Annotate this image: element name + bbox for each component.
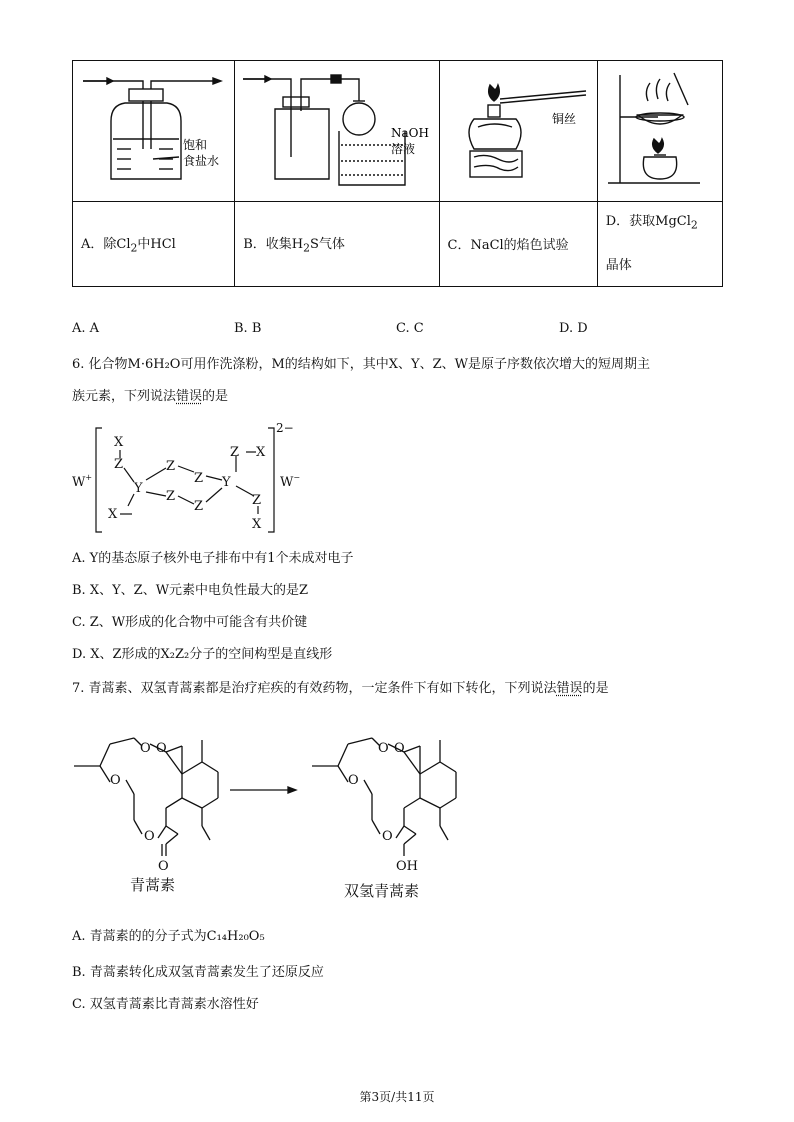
atom-x-4: X [108, 507, 118, 522]
apparatus-c-label: C．NaCl的焰色试验 [439, 202, 597, 287]
apparatus-b-label: B．收集$H_2S$气体 [235, 202, 439, 287]
label-naoh: NaOH [391, 126, 430, 140]
peroxide-o2: O [156, 741, 167, 756]
q7-option-b[interactable]: B. 青蒿素转化成双氢青蒿素发生了还原反应 [72, 965, 324, 980]
ion-charge: 2− [276, 421, 294, 435]
atom-z-3: Z [194, 471, 204, 486]
hydroxyl-group: OH [396, 859, 418, 874]
q5-option-b[interactable]: B. B [234, 321, 262, 336]
atom-z-1: Z [114, 457, 124, 472]
peroxide-o1: O [140, 741, 151, 756]
w-cation-left: W+ [72, 473, 93, 490]
label-brine: 食盐水 [183, 154, 220, 168]
q6-stem-line1: 6. 化合物M·6H₂O可用作洗涤粉，M的结构如下，其中X、Y、Z、W是原子序数依次增大的短周期主 [72, 357, 650, 372]
atom-x-1: X [114, 435, 124, 450]
atom-z-6: Z [230, 445, 240, 460]
q7-reaction-diagram [70, 716, 530, 916]
label-saturated: 饱和 [183, 138, 208, 152]
q6-option-d[interactable]: D. X、Z形成的X₂Z₂分子的空间构型是直线形 [72, 647, 333, 662]
atom-z-4: Z [166, 489, 176, 504]
q6-option-a[interactable]: A. Y的基态原子核外电子排布中有1个未成对电子 [72, 551, 354, 566]
atom-x-3: X [252, 517, 262, 532]
atom-x-2: X [256, 445, 266, 460]
dha-peroxide-o1: O [378, 741, 389, 756]
apparatus-d-label: D．获取MgCl$_2$ 晶体 [597, 202, 722, 287]
atom-y-2: Y [222, 475, 231, 490]
dha-ring-o1: O [382, 829, 393, 844]
q7-stem: 7. 青蒿素、双氢青蒿素都是治疗疟疾的有效药物，一定条件下有如下转化，下列说法错误的是 [72, 681, 609, 696]
q7-option-a[interactable]: A. 青蒿素的的分子式为C₁₄H₂₀O₅ [72, 929, 265, 944]
q6-option-b[interactable]: B. X、Y、Z、W元素中电负性最大的是Z [72, 583, 309, 598]
q5-option-a[interactable]: A. A [72, 321, 100, 336]
page-footer: 第3页/共11页 [359, 1090, 435, 1104]
atom-y-1: Y [134, 481, 143, 496]
artemisinin-name: 青蒿素 [130, 876, 176, 894]
label-solution: 溶液 [391, 142, 416, 156]
reaction-arrow [230, 787, 296, 793]
carbonyl-o: O [158, 859, 169, 874]
q5-option-d[interactable]: D. D [559, 321, 588, 336]
w-cation-right: W− [280, 473, 301, 490]
q6-option-c[interactable]: C. Z、W形成的化合物中可能含有共价键 [72, 615, 308, 630]
q5-option-c[interactable]: C. C [396, 321, 424, 336]
gas-collection-diagram [235, 61, 437, 197]
atom-z-7: Z [252, 493, 262, 508]
apparatus-c-cell [439, 61, 597, 202]
atom-z-5: Z [194, 499, 204, 514]
dha-ether-o1: O [348, 773, 359, 788]
dihydroartemisinin-name: 双氢青蒿素 [344, 882, 420, 900]
q7-option-c[interactable]: C. 双氢青蒿素比青蒿素水溶性好 [72, 997, 259, 1012]
q6-stem-line2: 族元素，下列说法错误的是 [72, 389, 229, 404]
apparatus-a-label: A．除$Cl_2$中HCl [73, 202, 235, 287]
apparatus-d-cell [597, 61, 722, 202]
flame-test-diagram [440, 61, 596, 197]
evaporation-diagram [598, 61, 721, 197]
q6-structure-diagram [66, 420, 316, 540]
ether-o1: O [110, 773, 121, 788]
apparatus-table [72, 60, 723, 287]
apparatus-a-cell [73, 61, 235, 202]
ring-o1: O [144, 829, 155, 844]
atom-z-2: Z [166, 459, 176, 474]
dha-peroxide-o2: O [394, 741, 405, 756]
gas-washing-bottle-diagram [73, 61, 233, 197]
label-copper-wire: 铜丝 [551, 112, 576, 126]
apparatus-b-cell [235, 61, 439, 202]
